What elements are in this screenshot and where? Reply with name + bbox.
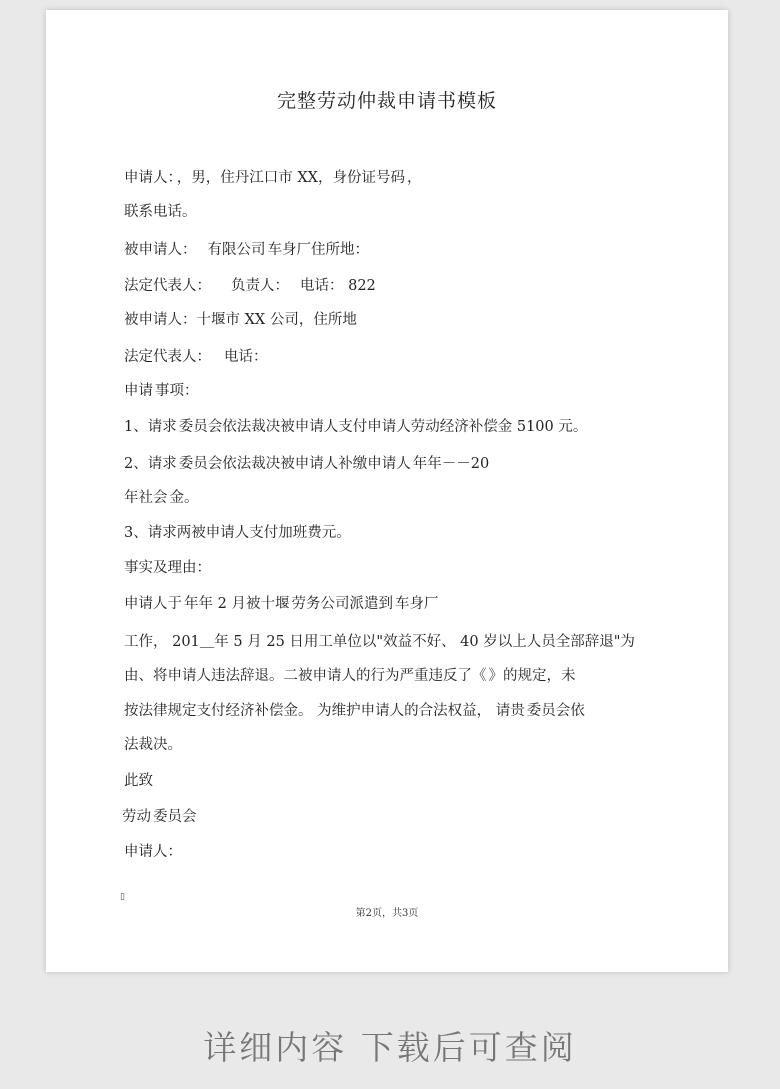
legal-rep2-line bbox=[124, 345, 279, 366]
text: 事项： bbox=[155, 383, 199, 399]
facts-line-5: 法裁决。 bbox=[124, 737, 182, 753]
facts-line-2: 工作， 201＿年 5 月 25 日用工单位以"效益不好、 40 岁以上人员全部辞退"为 bbox=[124, 634, 635, 650]
text: 1、请求 bbox=[124, 419, 177, 435]
text: 电话： 822 bbox=[300, 278, 376, 294]
request-2-cont bbox=[124, 486, 199, 507]
document-page bbox=[46, 10, 728, 972]
text: 年年－－20 bbox=[412, 456, 490, 472]
request-3: 3、请求两被申请人支付加班费元。 bbox=[124, 525, 351, 541]
facts-line-3 bbox=[124, 664, 576, 685]
text: 金。 bbox=[169, 490, 199, 506]
text: 法定代表人： bbox=[124, 278, 211, 294]
text: 委员会依法裁决被申请人补缴申请人 bbox=[178, 456, 411, 472]
matters-heading bbox=[124, 379, 199, 400]
text: 委员会 bbox=[153, 809, 197, 825]
text: 2、请求 bbox=[124, 456, 177, 472]
text: 被申请人： bbox=[124, 242, 197, 258]
closing: 此致 bbox=[124, 773, 153, 789]
text: 按法律规定支付经济补偿金。 为维护申请人的合法权益， 请贵 bbox=[124, 703, 525, 719]
document-title: 完整劳动仲裁申请书模板 bbox=[276, 90, 497, 112]
text: 劳务公司派遣到 bbox=[291, 596, 393, 612]
text: 劳动 bbox=[122, 809, 151, 825]
text: 申请人： bbox=[124, 844, 182, 860]
text: 申请人于 bbox=[124, 596, 182, 612]
request-1 bbox=[124, 415, 587, 436]
text: 有限公司 bbox=[207, 242, 266, 258]
text: 》的规定，未 bbox=[488, 668, 576, 684]
text: 法定代表人： bbox=[124, 349, 211, 365]
text: 申请 bbox=[124, 383, 153, 399]
signature-line bbox=[124, 840, 184, 861]
text: ， bbox=[407, 170, 422, 186]
legal-rep-line bbox=[124, 274, 378, 295]
facts-heading: 事实及理由： bbox=[124, 560, 211, 576]
text: 年社会 bbox=[124, 490, 168, 506]
text: 委员会依 bbox=[526, 703, 585, 719]
committee-line bbox=[120, 805, 197, 826]
page-number: 第2页，共3页 bbox=[355, 908, 419, 919]
phone-line: 联系电话。 bbox=[124, 204, 197, 220]
text: 负责人： bbox=[231, 278, 289, 294]
facts-line-1 bbox=[124, 592, 438, 613]
respondent2-line: 被申请人：十堰市 XX 公司，住所地 bbox=[124, 312, 357, 328]
text: 由、将申请人违法辞退。二被申请人的行为严重违反了《 bbox=[124, 668, 487, 684]
text: 申请人： bbox=[124, 170, 175, 186]
text: 电话： bbox=[224, 349, 268, 365]
text: 委员会依法裁决被申请人支付申请人劳动经济补偿金 5100 元。 bbox=[178, 419, 588, 435]
request-2 bbox=[124, 452, 491, 473]
facts-line-4 bbox=[124, 699, 585, 720]
text: 车身厂 bbox=[394, 596, 439, 612]
applicant-line bbox=[124, 166, 422, 187]
respondent-line bbox=[124, 238, 369, 259]
text: 年年 2 月被十堰 bbox=[184, 596, 290, 612]
download-prompt: 详细内容 下载后可查阅 bbox=[203, 1028, 577, 1067]
text: 车身厂住所地： bbox=[267, 242, 369, 258]
text: ，男，住丹江口市 XX，身份证号码 bbox=[176, 170, 406, 186]
page-mark: ▯ bbox=[120, 892, 125, 902]
